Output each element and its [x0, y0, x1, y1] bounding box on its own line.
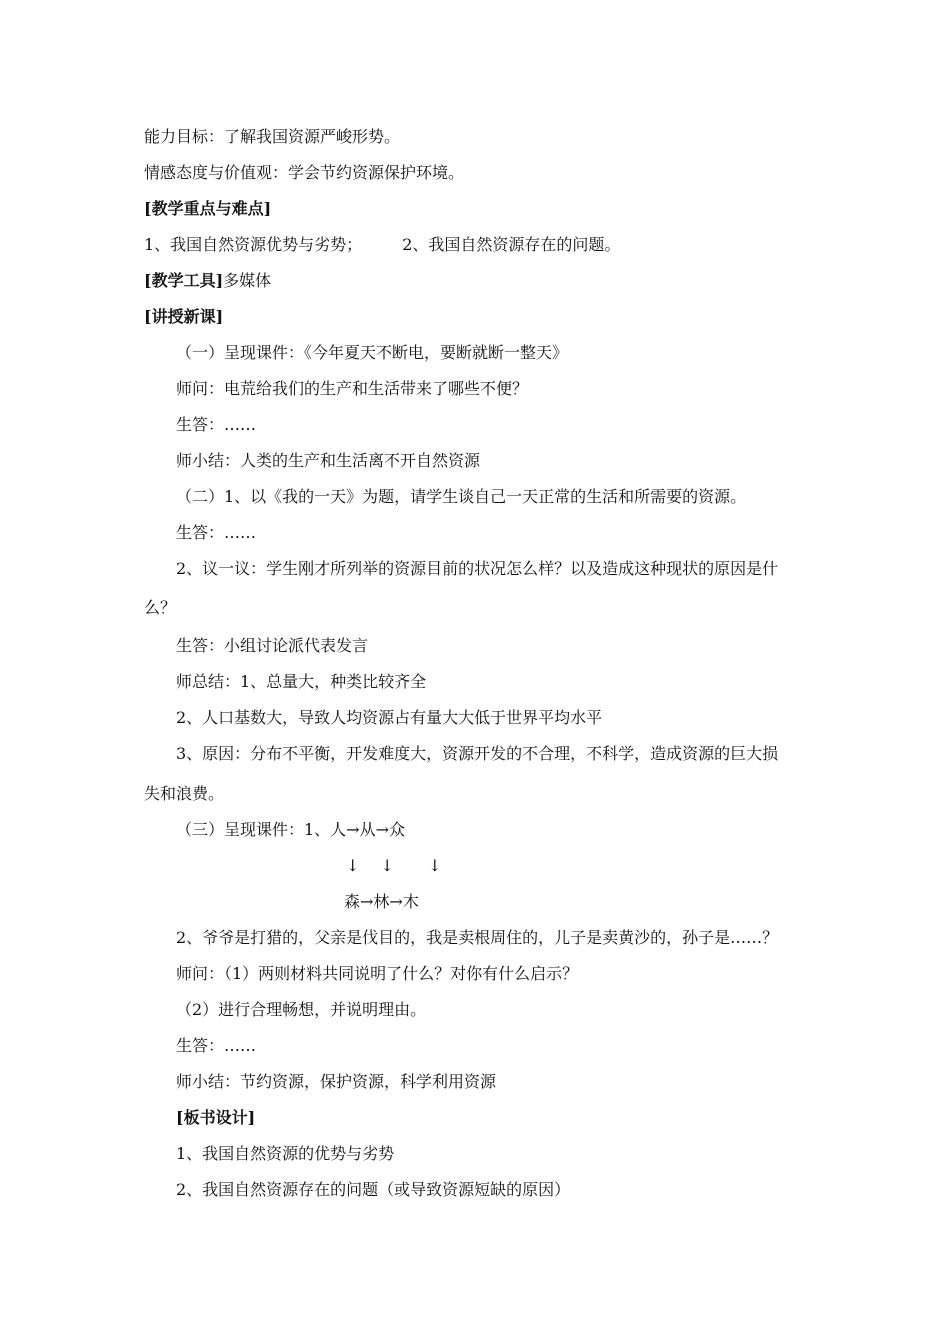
part3-summary: 师小结：节约资源，保护资源，科学利用资源 — [176, 1072, 497, 1091]
part2-answer1: 生答：…… — [176, 523, 257, 542]
key-point-2: 2、我国自然资源存在的问题。 — [402, 235, 621, 254]
part3-bottom: 森→林→木 — [344, 892, 419, 911]
part3-question2: （2）进行合理畅想，并说明理由。 — [176, 1000, 427, 1019]
board-item2: 2、我国自然资源存在的问题（或导致资源短缺的原因） — [176, 1180, 571, 1199]
ability-goal: 能力目标：了解我国资源严峻形势。 — [144, 127, 401, 146]
tools-heading: [教学工具] — [144, 271, 224, 290]
part1-question: 师问：电荒给我们的生产和生活带来了哪些不便？ — [176, 379, 529, 398]
part1-answer: 生答：…… — [176, 415, 257, 434]
part2-item2-line2: 么？ — [144, 598, 177, 617]
part2-summary1: 师总结：1、总量大，种类比较齐全 — [176, 672, 427, 691]
part2-item1: （二）1、以《我的一天》为题，请学生谈自己一天正常的生活和所需要的资源。 — [176, 487, 747, 506]
part3-show: （三）呈现课件：1、人→从→众 — [176, 820, 405, 839]
tools-line — [144, 271, 271, 291]
new-lesson-heading: [讲授新课] — [144, 307, 224, 326]
key-point-1: 1、我国自然资源优势与劣势； — [144, 235, 363, 254]
part2-answer2: 生答：小组讨论派代表发言 — [176, 636, 369, 655]
part2-summary2: 2、人口基数大，导致人均资源占有量大大低于世界平均水平 — [176, 708, 603, 727]
part3-question1: 师问：（1）两则材料共同说明了什么？对你有什么启示？ — [176, 964, 579, 983]
key-points-heading: [教学重点与难点] — [144, 199, 272, 218]
part2-summary3-line1: 3、原因：分布不平衡，开发难度大，资源开发的不合理，不科学，造成资源的巨大损 — [176, 744, 779, 763]
part3-arrows: ↓ ↓ ↓ — [346, 856, 450, 875]
tools-value: 多媒体 — [223, 271, 272, 290]
part1-show: （一）呈现课件：《今年夏天不断电，要断就断一整天》 — [176, 343, 569, 362]
part3-item2: 2、爷爷是打猎的，父亲是伐目的，我是卖根周住的，儿子是卖黄沙的，孙子是……？ — [176, 928, 779, 947]
part2-summary3-line2: 失和浪费。 — [144, 784, 225, 803]
part3-answer: 生答：…… — [176, 1036, 257, 1055]
key-points-line — [144, 235, 620, 255]
emotion-goal: 情感态度与价值观：学会节约资源保护环境。 — [144, 163, 465, 182]
board-item1: 1、我国自然资源的优势与劣势 — [176, 1144, 395, 1163]
board-heading: [板书设计] — [176, 1108, 256, 1127]
part2-item2-line1: 2、议一议：学生刚才所列举的资源目前的状况怎么样？以及造成这种现状的原因是什 — [176, 559, 779, 578]
part1-summary: 师小结：人类的生产和生活离不开自然资源 — [176, 451, 481, 470]
